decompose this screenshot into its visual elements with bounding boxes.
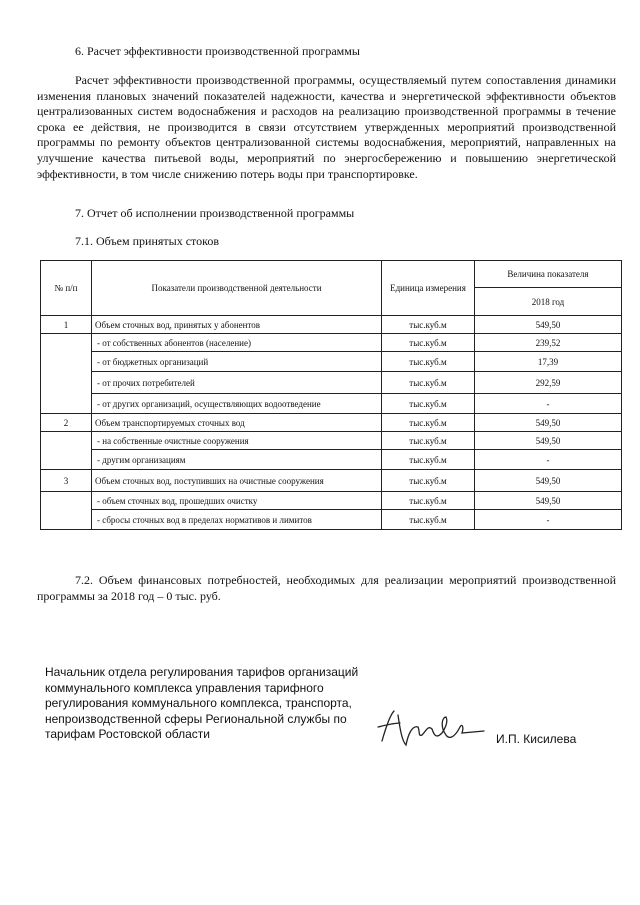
unit-cell: тыс.куб.м — [382, 414, 475, 432]
unit-cell: тыс.куб.м — [382, 352, 475, 372]
indicator-cell: - объем сточных вод, прошедших очистку — [92, 492, 382, 510]
table-row — [41, 432, 622, 450]
value-cell: - — [475, 510, 622, 530]
col-header-unit: Единица измерения — [382, 261, 475, 316]
table-row — [41, 470, 622, 492]
unit-cell: тыс.куб.м — [382, 372, 475, 394]
value-cell: 549,50 — [475, 470, 622, 492]
row-number-cell: 2 — [41, 414, 92, 432]
indicator-cell: - сбросы сточных вод в пределах нормативов и лимитов — [92, 510, 382, 530]
table-row — [41, 394, 622, 414]
value-cell: 549,50 — [475, 492, 622, 510]
table-row — [41, 510, 622, 530]
unit-cell: тыс.куб.м — [382, 510, 475, 530]
value-cell: 17,39 — [475, 352, 622, 372]
value-cell: 549,50 — [475, 432, 622, 450]
row-number-cell — [41, 334, 92, 414]
handwritten-signature — [376, 705, 486, 750]
unit-cell: тыс.куб.м — [382, 492, 475, 510]
row-number-cell: 1 — [41, 316, 92, 334]
table-body — [41, 316, 622, 530]
col-header-value-group: Величина показателя — [475, 261, 622, 288]
indicator-cell: Объем сточных вод, поступивших на очистные сооружения — [92, 470, 382, 492]
indicator-cell: - другим организациям — [92, 450, 382, 470]
indicator-cell: Объем сточных вод, принятых у абонентов — [92, 316, 382, 334]
section-7-2-paragraph: 7.2. Объем финансовых потребностей, необходимых для реализации мероприятий производственной программы за 2018 год – 0 тыс. руб. — [37, 573, 616, 603]
signatory-position — [45, 665, 375, 743]
value-cell: - — [475, 394, 622, 414]
section-7-heading: 7. Отчет об исполнении производственной программы — [75, 206, 355, 220]
row-number-cell: 3 — [41, 470, 92, 492]
table-row — [41, 334, 622, 352]
unit-cell: тыс.куб.м — [382, 334, 475, 352]
indicator-cell: Объем транспортируемых сточных вод — [92, 414, 382, 432]
indicator-cell: - от других организаций, осуществляющих водоотведение — [92, 394, 382, 414]
indicator-cell: - от прочих потребителей — [92, 372, 382, 394]
col-header-year: 2018 год — [475, 288, 622, 316]
unit-cell: тыс.куб.м — [382, 450, 475, 470]
signatory-name: И.П. Кисилева — [496, 732, 577, 746]
indicator-cell: - от бюджетных организаций — [92, 352, 382, 372]
position-line: тарифам Ростовской области — [45, 727, 210, 742]
indicator-cell: - от собственных абонентов (население) — [92, 334, 382, 352]
position-line: непроизводственной сферы Региональной службы по — [45, 711, 347, 726]
row-number-cell — [41, 432, 92, 470]
position-line: регулирования коммунального комплекса, транспорта, — [45, 696, 352, 711]
unit-cell: тыс.куб.м — [382, 394, 475, 414]
section-7-1-heading: 7.1. Объем принятых стоков — [75, 234, 219, 248]
value-cell: 239,52 — [475, 334, 622, 352]
position-line: коммунального комплекса управления тарифного — [45, 680, 324, 695]
value-cell: 292,59 — [475, 372, 622, 394]
col-header-indicator: Показатели производственной деятельности — [92, 261, 382, 316]
table-row — [41, 316, 622, 334]
col-header-num: № п/п — [41, 261, 92, 316]
unit-cell: тыс.куб.м — [382, 432, 475, 450]
table-row — [41, 414, 622, 432]
indicator-cell: - на собственные очистные сооружения — [92, 432, 382, 450]
unit-cell: тыс.куб.м — [382, 470, 475, 492]
section-6-heading: 6. Расчет эффективности производственной программы — [75, 44, 360, 58]
table-row — [41, 492, 622, 510]
row-number-cell — [41, 492, 92, 530]
table-row — [41, 450, 622, 470]
value-cell: - — [475, 450, 622, 470]
value-cell: 549,50 — [475, 316, 622, 334]
unit-cell: тыс.куб.м — [382, 316, 475, 334]
table-row — [41, 372, 622, 394]
section-6-paragraph: Расчет эффективности производственной программы, осуществляемый путем сопоставления динамики изменения плановых значений показателей надежности, качества и энергетической эффективности объектов централизованных систем водоснабжения и расходов на реализацию производственной программы в течение срока ее действия, не производится в связи отсутствием утвержденных мероприятий производственной программы по ремонту объектов централизованной системы водоснабжения, мероприятий, направленных на улучшение качества питьевой воды, мероприятий по энергосбережению и повышению энергетической эффективности, в том числе снижению потерь воды при транспортировке. — [37, 73, 616, 181]
value-cell: 549,50 — [475, 414, 622, 432]
table-row — [41, 352, 622, 372]
position-line: Начальник отдела регулирования тарифов организаций — [45, 665, 359, 679]
wastewater-volume-table — [40, 260, 622, 530]
